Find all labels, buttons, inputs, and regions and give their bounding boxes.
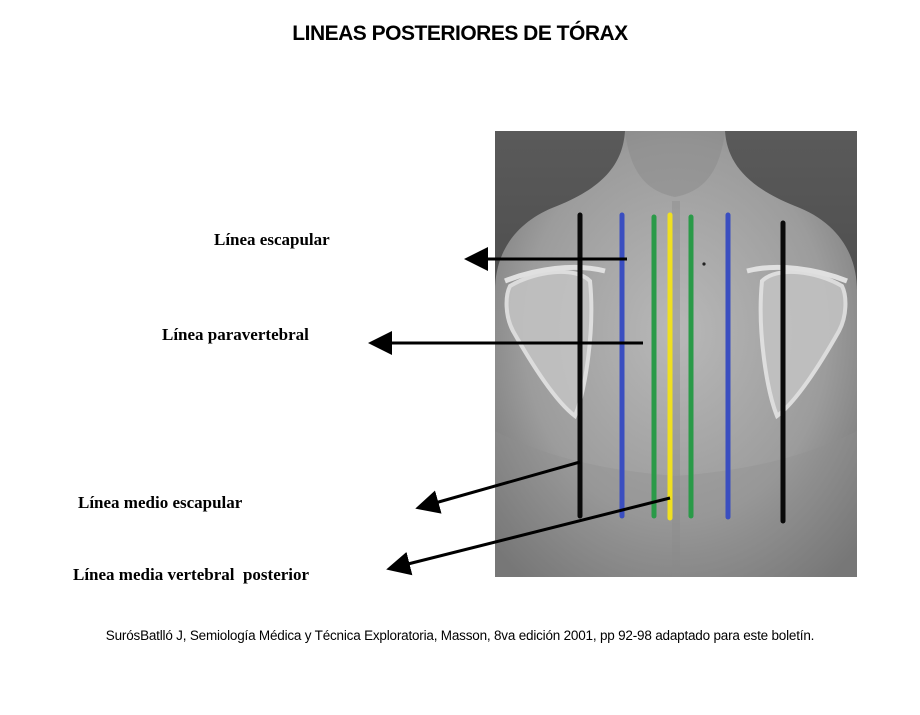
citation: SurósBatlló J, Semiología Médica y Técnica Exploratoria, Masson, 8va edición 2001, pp 92-98 adaptado para este boletín. (105, 628, 815, 643)
page-title: LINEAS POSTERIORES DE TÓRAX (292, 22, 628, 45)
arrow-media-vertebral (392, 498, 670, 568)
label-linea-medio-escapular: Línea medio escapular (78, 493, 243, 512)
arrow-medio-escapular (421, 462, 580, 507)
label-linea-paravertebral: Línea paravertebral (162, 325, 309, 344)
label-linea-media-vertebral: Línea media vertebral posterior (73, 565, 310, 584)
label-linea-escapular: Línea escapular (214, 230, 330, 249)
